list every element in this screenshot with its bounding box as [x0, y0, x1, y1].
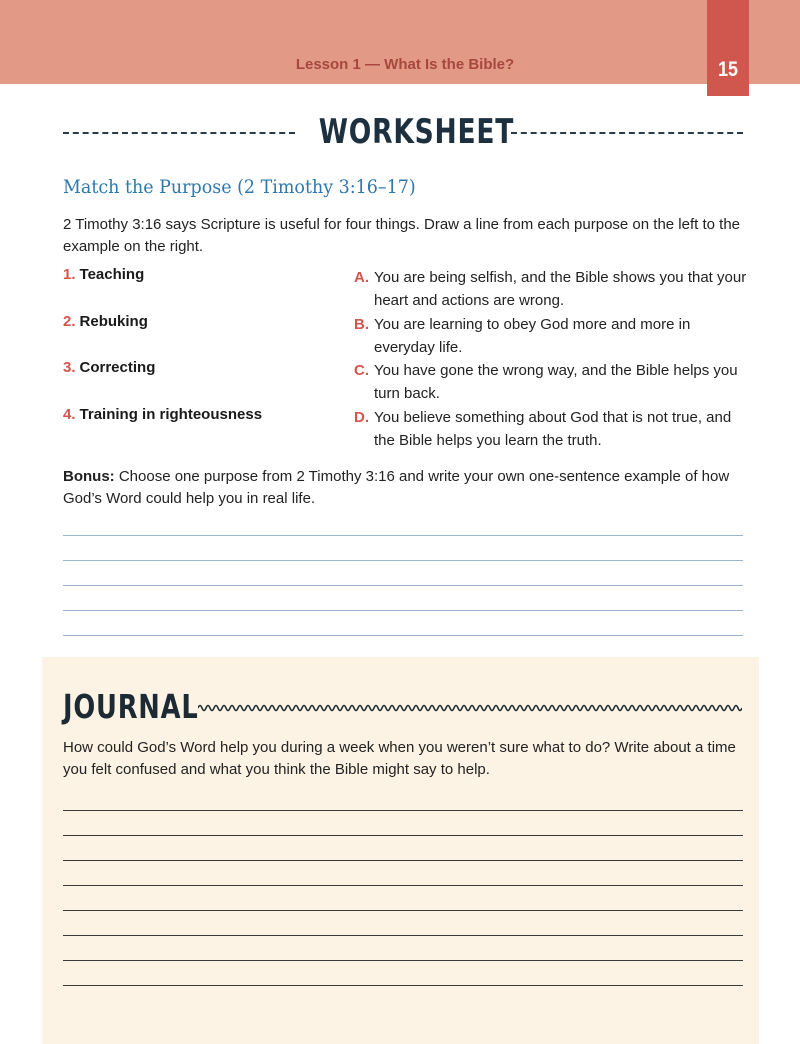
bonus-prompt	[63, 466, 747, 510]
page-number: 15	[718, 58, 738, 81]
example-letter: D.	[354, 409, 369, 426]
journal-title: JOURNAL	[63, 687, 199, 726]
writing-line	[63, 985, 743, 986]
example-text: You believe something about God that is not true, and the Bible helps you learn the truth.	[374, 409, 732, 449]
section-heading: Match the Purpose (2 Timothy 3:16–17)	[63, 176, 416, 198]
purpose-label: Teaching	[79, 266, 145, 283]
page-number-tab	[707, 0, 749, 96]
writing-line	[63, 535, 743, 536]
example-item	[354, 266, 748, 312]
purpose-number: 4.	[63, 406, 76, 423]
example-letter: A.	[354, 269, 369, 286]
example-text: You have gone the wrong way, and the Bible helps you turn back.	[374, 362, 738, 402]
example-letter: C.	[354, 362, 369, 379]
bonus-label: Bonus:	[63, 468, 115, 485]
example-text: You are being selfish, and the Bible shows you that your heart and actions are wrong.	[374, 269, 747, 309]
header-band	[0, 0, 800, 84]
writing-line	[63, 835, 743, 836]
example-item	[354, 406, 748, 452]
purpose-number: 3.	[63, 359, 76, 376]
writing-line	[63, 610, 743, 611]
writing-line	[63, 935, 743, 936]
example-text: You are learning to obey God more and more in everyday life.	[374, 316, 691, 356]
writing-line	[63, 860, 743, 861]
dashed-divider-right	[511, 132, 743, 134]
writing-line	[63, 810, 743, 811]
writing-line	[63, 960, 743, 961]
purpose-number: 2.	[63, 313, 76, 330]
dashed-divider-left	[63, 132, 295, 134]
writing-line	[63, 585, 743, 586]
example-item	[354, 359, 748, 405]
example-letter: B.	[354, 316, 369, 333]
writing-line	[63, 635, 743, 636]
purpose-item	[63, 313, 148, 330]
bonus-text: Choose one purpose from 2 Timothy 3:16 and write your own one-sentence example of how God’s Word could help you in real life.	[63, 468, 730, 507]
purpose-number: 1.	[63, 266, 76, 283]
purpose-item	[63, 406, 262, 423]
purpose-item	[63, 266, 144, 283]
purpose-item	[63, 359, 155, 376]
intro-text: 2 Timothy 3:16 says Scripture is useful for four things. Draw a line from each purpose on the left to the example on the right.	[63, 216, 741, 255]
writing-line	[63, 910, 743, 911]
worksheet-title-row	[63, 112, 743, 156]
worksheet-title: WORKSHEET	[318, 112, 515, 152]
purpose-label: Correcting	[79, 359, 156, 376]
example-item	[354, 313, 748, 359]
squiggle-divider-icon	[198, 701, 742, 715]
lesson-title: Lesson 1 — What Is the Bible?	[295, 56, 515, 73]
purpose-label: Rebuking	[79, 313, 148, 330]
writing-line	[63, 885, 743, 886]
journal-prompt: How could God’s Word help you during a week when you weren’t sure what to do? Write about a time you felt confused and what you think the Bible might say to help.	[63, 739, 736, 778]
writing-line	[63, 560, 743, 561]
purpose-label: Training in righteousness	[79, 406, 263, 423]
